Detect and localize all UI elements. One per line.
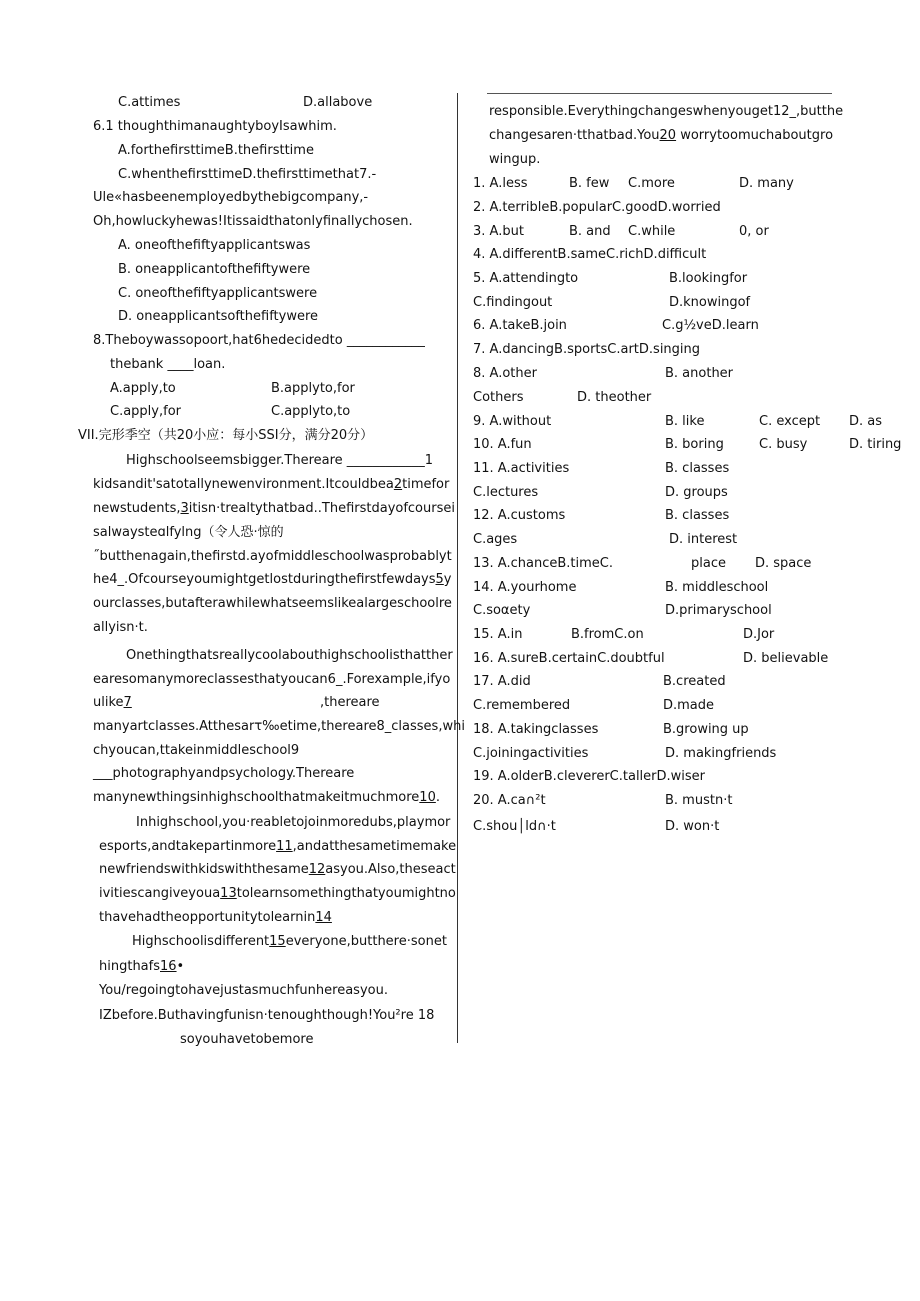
option-lead: 14. A.yourhome xyxy=(473,580,577,595)
passage-text-after-blank: itisn·trealtythatbad..Thefirstdayofcoursei xyxy=(188,501,455,516)
passage-line xyxy=(99,839,456,855)
answer-option-row xyxy=(473,769,913,787)
blank-number: 20 xyxy=(659,128,677,143)
option-lead: C.remembered xyxy=(473,698,571,713)
answer-option-row xyxy=(473,390,913,408)
passage-text: he4_.Ofcourseyoumightgetlostduringthefirstfewdays xyxy=(93,572,436,587)
answer-option-row xyxy=(473,414,913,432)
passage-text: salwaysteɑlfylng（令人恐·惊的 xyxy=(93,525,284,540)
option-lead: 13. A.chanceB.timeC. xyxy=(473,556,613,571)
option-choice: B. classes xyxy=(665,461,730,476)
passage-line xyxy=(93,719,465,735)
passage-line xyxy=(93,525,284,541)
blank-number: 11 xyxy=(276,839,293,854)
passage-text: esports,andtakepartinmore xyxy=(99,839,277,854)
blank-number: 5 xyxy=(435,572,444,587)
answer-option-row xyxy=(473,461,913,479)
option-choice: B. classes xyxy=(665,508,730,523)
option-lead: Cothers xyxy=(473,390,524,405)
answer-option-row xyxy=(473,651,913,669)
answer-option-row xyxy=(473,674,913,692)
option-choice: D. makingfriends xyxy=(665,746,777,761)
passage-text: ourclasses,butafterawhilewhatseemslikealargeschoolre xyxy=(93,596,452,611)
answer-option-row xyxy=(473,508,913,526)
blank-number: 7 xyxy=(123,695,132,710)
answer-option-row xyxy=(473,200,913,218)
q8-line2: thebank ____loan. xyxy=(110,357,226,372)
option-choice: D. groups xyxy=(665,485,728,500)
q7-line1: Ule«hasbeenemployedbythebigcompany,- xyxy=(93,190,369,205)
passage-text-after-blank: asyou.Also,theseact xyxy=(325,862,456,877)
blank-number: 3 xyxy=(180,501,189,516)
passage-text: You/regoingtohavejustasmuchfunhereasyou. xyxy=(99,983,388,998)
option-lead: C.shou│ld∩·t xyxy=(473,819,556,834)
option-choice: B. like xyxy=(665,414,705,429)
passage-tail-line3: wingup. xyxy=(489,152,541,167)
passage-tail-text-b: worrytoomuchaboutgro xyxy=(680,128,834,143)
passage-line xyxy=(93,766,354,782)
passage-line xyxy=(93,596,452,612)
passage-line xyxy=(99,886,456,902)
passage-text: IZbefore.Buthavingfunisn·tenoughthough!You²re 18 xyxy=(99,1008,435,1023)
answer-option-row xyxy=(473,247,913,265)
option-lead: 16. A.sureB.certainC.doubtful xyxy=(473,651,665,666)
passage-line xyxy=(99,959,184,975)
passage-text-after-blank: everyone,butthere·sonet xyxy=(285,934,447,949)
blank-number: 14 xyxy=(315,910,332,925)
option-choice: C. busy xyxy=(759,437,808,452)
option-lead: 15. A.in xyxy=(473,627,523,642)
passage-line xyxy=(99,862,456,878)
passage-line-7-continuation: ,thereare xyxy=(320,695,380,710)
passage-text: manyartclasses.Atthesarτ‰etime,thereare8_classes,whi xyxy=(93,719,465,734)
passage-text: hingthafs xyxy=(99,959,160,974)
q6-options-ab: A.forthefirsttimeB.thefirsttime xyxy=(118,143,314,158)
passage-line xyxy=(132,934,447,950)
passage-text-after-blank: • xyxy=(176,959,185,974)
q8-option-b: B.applyto,for xyxy=(271,381,355,396)
option-lead: 12. A.customs xyxy=(473,508,566,523)
answer-option-row xyxy=(473,819,913,837)
passage-text: Inhighschool,you·reabletojoinmoredubs,playmor xyxy=(136,815,451,830)
option-lead: 11. A.activities xyxy=(473,461,570,476)
option-lead: 5. A.attendingto xyxy=(473,271,579,286)
option-lead: 18. A.takingclasses xyxy=(473,722,599,737)
answer-option-row xyxy=(473,271,913,289)
answer-option-row xyxy=(473,342,913,360)
passage-text: ivitiescangiveyoua xyxy=(99,886,221,901)
answer-option-row xyxy=(473,698,913,716)
option-lead: 6. A.takeB.join xyxy=(473,318,567,333)
passage-line xyxy=(93,672,450,688)
passage-line xyxy=(93,743,299,759)
option-choice: D.primaryschool xyxy=(665,603,772,618)
passage-line xyxy=(93,572,452,588)
q6-stem: 6.1 thoughthimanaughtyboyIsawhim. xyxy=(93,119,337,134)
option-choice: D. believable xyxy=(743,651,829,666)
option-choice: D. interest xyxy=(669,532,738,547)
passage-text: chyoucan,ttakeinmiddleschool9 xyxy=(93,743,300,758)
option-choice: C.while xyxy=(628,224,676,239)
blank-number: 10 xyxy=(419,790,436,805)
right-column xyxy=(470,0,920,1301)
q8-option-a: A.apply,to xyxy=(110,381,176,396)
passage-line xyxy=(93,501,455,517)
passage-text: earesomanymoreclassesthatyoucan6_.Forexample,ifyo xyxy=(93,672,451,687)
passage-text-after-blank: . xyxy=(435,790,440,805)
q8-option-c: C.apply,for xyxy=(110,404,181,419)
option-lead: 7. A.dancingB.sportsC.artD.singing xyxy=(473,342,701,357)
option-choice: D. as xyxy=(849,414,883,429)
passage-line xyxy=(99,1008,434,1024)
answer-option-row xyxy=(473,722,913,740)
section-heading: VII.完形季空（共20小应：每小SSI分，满分20分） xyxy=(78,428,374,443)
option-choice: B.lookingfor xyxy=(669,271,748,286)
passage-text-after-blank: y xyxy=(443,572,452,587)
passage-tail-text-a: changesaren·tthatbad.You xyxy=(489,128,660,143)
passage-text: ___photographyandpsychology.Thereare xyxy=(93,766,355,781)
blank-number: 2 xyxy=(393,477,403,492)
q7-option-a: A. oneofthefiftyapplicantswas xyxy=(118,238,311,253)
option-choice: D.Jor xyxy=(743,627,775,642)
option-lead: C.findingout xyxy=(473,295,553,310)
blank-number: 12 xyxy=(308,862,326,877)
option-lead: 2. A.terribleB.popularC.goodD.worried xyxy=(473,200,721,215)
passage-line xyxy=(93,695,132,711)
blank-number: 13 xyxy=(220,886,237,901)
option-choice: D. tiring xyxy=(849,437,902,452)
answer-option-row xyxy=(473,580,913,598)
answer-option-row xyxy=(473,318,913,336)
passage-text: Highschoolisdifferent xyxy=(132,934,270,949)
answer-option-row xyxy=(473,746,913,764)
option-lead: 1. A.less xyxy=(473,176,528,191)
option-choice: B. boring xyxy=(665,437,724,452)
passage-line xyxy=(126,648,453,664)
option-choice: D. many xyxy=(739,176,794,191)
option-choice: C.g½veD.learn xyxy=(662,318,759,333)
option-choice: B. few xyxy=(569,176,610,191)
passage-text: kidsandit'satotallynewenvironment.Itcouldbea xyxy=(93,477,394,492)
option-choice: D.made xyxy=(663,698,715,713)
option-choice: C.more xyxy=(628,176,675,191)
q5-option-c: C.attimes xyxy=(118,95,181,110)
option-lead: C.joiningactivities xyxy=(473,746,589,761)
blank-number: 15 xyxy=(269,934,286,949)
answer-option-row xyxy=(473,627,913,645)
answer-option-row xyxy=(473,437,913,455)
passage-text: ulike xyxy=(93,695,124,710)
option-lead: 3. A.but xyxy=(473,224,524,239)
q8-stem-text: 8.Theboywassopoort,hat6hedecidedto xyxy=(93,333,343,348)
passage-line xyxy=(93,790,440,806)
passage-line xyxy=(126,453,433,469)
passage-line xyxy=(93,477,449,493)
option-lead: 19. A.olderB.clevererC.tallerD.wiser xyxy=(473,769,706,784)
option-lead: 4. A.differentB.sameC.richD.difficult xyxy=(473,247,707,262)
option-choice: D. won·t xyxy=(665,819,720,834)
passage-text: allyisn·t. xyxy=(93,620,148,635)
option-choice: B.fromC.on xyxy=(571,627,644,642)
q8-option-d: C.applyto,to xyxy=(271,404,351,419)
answer-option-row xyxy=(473,793,913,811)
passage-line xyxy=(180,1032,314,1048)
passage-line xyxy=(93,549,452,565)
answer-option-row xyxy=(473,532,913,550)
passage-tail-line1: responsible.Everythingchangeswhenyouget12_,butthe xyxy=(489,104,844,119)
q7-option-b: B. oneapplicantofthefiftywere xyxy=(118,262,311,277)
option-lead: 10. A.fun xyxy=(473,437,532,452)
option-lead: 20. A.ca∩²t xyxy=(473,793,546,808)
passage-line xyxy=(99,910,332,926)
option-lead: 8. A.other xyxy=(473,366,537,381)
passage-text-after-blank: tolearnsomethingthatyoumightno xyxy=(236,886,456,901)
option-lead: 9. A.without xyxy=(473,414,552,429)
option-choice: 0, or xyxy=(739,224,769,239)
option-lead: C.ages xyxy=(473,532,518,547)
option-choice: B. another xyxy=(665,366,734,381)
option-choice: D.knowingof xyxy=(669,295,751,310)
q7-option-d: D. oneapplicantsofthefiftywere xyxy=(118,309,319,324)
answer-option-row xyxy=(473,295,913,313)
option-lead: C.soαety xyxy=(473,603,531,618)
option-choice: B.created xyxy=(663,674,726,689)
passage-text: Highschoolseemsbigger.Thereare ____________1 xyxy=(126,453,434,468)
option-lead: C.lectures xyxy=(473,485,539,500)
q7-option-c: C. oneofthefiftyapplicantswere xyxy=(118,286,318,301)
answer-option-row xyxy=(473,556,913,574)
blank-number: 16 xyxy=(160,959,177,974)
option-choice: D. theother xyxy=(577,390,652,405)
passage-tail-line2 xyxy=(489,128,833,144)
passage-line xyxy=(136,815,450,831)
answer-option-row xyxy=(473,485,913,503)
q5-option-d: D.allabove xyxy=(303,95,373,110)
passage-text: Onethingthatsreallycoolabouthighschoolisthatther xyxy=(126,648,453,663)
option-choice: place xyxy=(691,556,726,571)
option-choice: B.growing up xyxy=(663,722,749,737)
option-choice: C. except xyxy=(759,414,821,429)
option-choice: B. middleschool xyxy=(665,580,769,595)
q7-line2: Oh,howluckyhewas!Itissaidthatonlyfinallychosen. xyxy=(93,214,413,229)
passage-text: thavehadtheopportunitytolearnin xyxy=(99,910,316,925)
option-choice: D. space xyxy=(755,556,812,571)
passage-line xyxy=(93,620,148,636)
option-choice: B. and xyxy=(569,224,611,239)
answer-option-row xyxy=(473,176,913,194)
passage-text: newstudents, xyxy=(93,501,181,516)
q8-stem: 8.Theboywassopoort,hat6hedecidedto ____________ xyxy=(93,333,425,348)
option-lead: 17. A.did xyxy=(473,674,531,689)
passage-text-after-blank: ,andatthesametimemake xyxy=(292,839,457,854)
passage-line xyxy=(99,983,388,999)
answer-option-row xyxy=(473,224,913,242)
passage-text: manynewthingsinhighschoolthatmakeitmuchmore xyxy=(93,790,420,805)
answer-option-row xyxy=(473,366,913,384)
passage-text: soyouhavetobemore xyxy=(180,1032,314,1047)
passage-text-after-blank: timefor xyxy=(402,477,450,492)
option-choice: B. mustn·t xyxy=(665,793,733,808)
answer-option-row xyxy=(473,603,913,621)
passage-text: newfriendswithkidswiththesame xyxy=(99,862,309,877)
passage-text: ˝butthenagain,thefirstd.ayofmiddleschoolwasprobablyt xyxy=(93,549,452,564)
q6-options-cd: C.whenthefirsttimeD.thefirsttimethat7.- xyxy=(118,167,377,182)
